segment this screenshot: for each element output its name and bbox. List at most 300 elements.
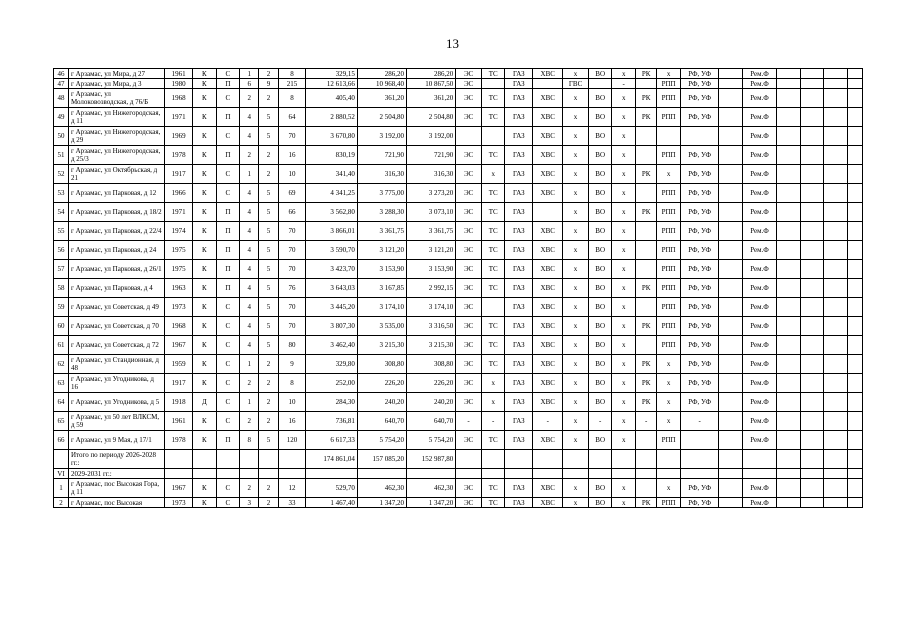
table-cell bbox=[680, 450, 719, 469]
table-cell: 3 273,20 bbox=[407, 184, 456, 203]
table-cell bbox=[800, 203, 824, 222]
table-cell: г Арзамас, ул Угодникова, д 16 bbox=[68, 374, 164, 393]
table-cell: х bbox=[657, 374, 681, 393]
table-cell bbox=[719, 203, 743, 222]
table-cell bbox=[505, 450, 533, 469]
table-cell bbox=[824, 317, 848, 336]
table-cell: х bbox=[612, 279, 636, 298]
table-cell: ТС bbox=[481, 89, 505, 108]
table-cell: 5 bbox=[259, 317, 278, 336]
table-cell: г Арзамас, ул Советская, д 49 bbox=[68, 298, 164, 317]
table-cell: 1 bbox=[240, 355, 259, 374]
table-cell: х bbox=[563, 69, 589, 79]
table-cell: 3 121,20 bbox=[357, 241, 406, 260]
table-cell: х bbox=[657, 393, 681, 412]
table-cell: х bbox=[481, 374, 505, 393]
table-cell: ГАЗ bbox=[505, 298, 533, 317]
table-cell: 8 bbox=[278, 89, 306, 108]
table-cell bbox=[635, 450, 656, 469]
table-cell bbox=[847, 184, 862, 203]
table-cell bbox=[800, 412, 824, 431]
table-cell: х bbox=[481, 393, 505, 412]
table-cell: 286,20 bbox=[407, 69, 456, 79]
table-cell: С bbox=[216, 89, 240, 108]
table-cell: ВО bbox=[588, 374, 612, 393]
table-cell: VI bbox=[54, 469, 69, 479]
table-cell: Рем.Ф bbox=[742, 108, 776, 127]
table-cell: Рем.Ф bbox=[742, 479, 776, 498]
table-cell: П bbox=[216, 279, 240, 298]
table-cell: ГАЗ bbox=[505, 498, 533, 508]
table-cell: РФ, УФ bbox=[680, 165, 719, 184]
table-cell: ГАЗ bbox=[505, 89, 533, 108]
table-cell: г Арзамас, ул Мира, д 27 bbox=[68, 69, 164, 79]
table-cell bbox=[742, 469, 776, 479]
table-cell bbox=[719, 498, 743, 508]
table-cell: 329,15 bbox=[306, 69, 357, 79]
table-row bbox=[54, 469, 863, 479]
table-cell: ТС bbox=[481, 279, 505, 298]
table-cell: Рем.Ф bbox=[742, 184, 776, 203]
table-cell bbox=[777, 431, 801, 450]
table-cell: ХВС bbox=[533, 222, 563, 241]
table-cell: 721,90 bbox=[407, 146, 456, 165]
table-cell: ГАЗ bbox=[505, 127, 533, 146]
table-cell: ЭС bbox=[456, 393, 482, 412]
table-cell bbox=[635, 431, 656, 450]
table-cell: Рем.Ф bbox=[742, 498, 776, 508]
table-cell: 3 866,01 bbox=[306, 222, 357, 241]
table-cell: 5 bbox=[259, 336, 278, 355]
table-cell: ТС bbox=[481, 222, 505, 241]
table-cell: П bbox=[216, 203, 240, 222]
table-cell: ХВС bbox=[533, 127, 563, 146]
table-cell bbox=[800, 479, 824, 498]
table-row bbox=[54, 393, 863, 412]
table-cell: К bbox=[193, 69, 217, 79]
table-cell bbox=[777, 184, 801, 203]
table-cell: С bbox=[216, 336, 240, 355]
table-cell bbox=[719, 469, 743, 479]
table-cell: х bbox=[612, 203, 636, 222]
table-cell: ГАЗ bbox=[505, 222, 533, 241]
table-row bbox=[54, 336, 863, 355]
table-cell: ЭС bbox=[456, 108, 482, 127]
table-cell: Рем.Ф bbox=[742, 69, 776, 79]
table-cell: 16 bbox=[278, 412, 306, 431]
table-cell: х bbox=[612, 108, 636, 127]
table-cell: 1 347,20 bbox=[357, 498, 406, 508]
table-cell bbox=[800, 165, 824, 184]
table-cell: ТС bbox=[481, 241, 505, 260]
table-cell bbox=[635, 479, 656, 498]
table-cell bbox=[719, 146, 743, 165]
table-cell bbox=[680, 469, 719, 479]
table-cell: ГАЗ bbox=[505, 355, 533, 374]
table-cell: ХВС bbox=[533, 279, 563, 298]
table-cell: 80 bbox=[278, 336, 306, 355]
table-cell bbox=[533, 469, 563, 479]
table-cell bbox=[306, 469, 357, 479]
table-cell: х bbox=[657, 412, 681, 431]
table-cell bbox=[193, 450, 217, 469]
table-cell bbox=[635, 184, 656, 203]
table-cell: 5 bbox=[259, 431, 278, 450]
table-cell bbox=[824, 89, 848, 108]
table-cell: 4 bbox=[240, 260, 259, 279]
table-cell: РПП bbox=[657, 203, 681, 222]
table-cell: ГАЗ bbox=[505, 317, 533, 336]
table-cell: ЭС bbox=[456, 203, 482, 222]
table-cell: 58 bbox=[54, 279, 69, 298]
table-cell: 405,40 bbox=[306, 89, 357, 108]
table-cell bbox=[800, 241, 824, 260]
table-cell: ЭС bbox=[456, 479, 482, 498]
table-cell: х bbox=[563, 393, 589, 412]
table-cell: г Арзамас, ул Молоковозводская, д 76/Б bbox=[68, 89, 164, 108]
table-cell bbox=[777, 165, 801, 184]
table-cell bbox=[800, 108, 824, 127]
table-cell: ТС bbox=[481, 184, 505, 203]
table-cell bbox=[800, 69, 824, 79]
table-cell bbox=[800, 184, 824, 203]
table-cell: 341,40 bbox=[306, 165, 357, 184]
table-cell bbox=[481, 469, 505, 479]
table-cell: х bbox=[563, 479, 589, 498]
table-cell: ЭС bbox=[456, 260, 482, 279]
table-cell: ВО bbox=[588, 146, 612, 165]
table-cell bbox=[719, 450, 743, 469]
table-cell bbox=[847, 393, 862, 412]
table-cell: РФ, УФ bbox=[680, 203, 719, 222]
table-cell: 4 bbox=[240, 298, 259, 317]
table-cell: К bbox=[193, 317, 217, 336]
table-cell bbox=[719, 260, 743, 279]
table-cell: 1967 bbox=[165, 479, 193, 498]
table-cell bbox=[240, 450, 259, 469]
table-row bbox=[54, 450, 863, 469]
table-cell: х bbox=[657, 165, 681, 184]
table-cell: 4 bbox=[240, 184, 259, 203]
table-cell: ЭС bbox=[456, 146, 482, 165]
table-cell: х bbox=[612, 479, 636, 498]
table-cell bbox=[481, 450, 505, 469]
table-cell: 1 bbox=[240, 69, 259, 79]
table-cell: ГАЗ bbox=[505, 431, 533, 450]
table-cell: х bbox=[563, 127, 589, 146]
table-cell bbox=[777, 479, 801, 498]
table-cell: 5 bbox=[259, 127, 278, 146]
table-cell: 2 bbox=[259, 393, 278, 412]
table-cell: РФ, УФ bbox=[680, 374, 719, 393]
table-cell: 4 bbox=[240, 108, 259, 127]
table-cell: 1963 bbox=[165, 279, 193, 298]
table-cell: 3 167,85 bbox=[357, 279, 406, 298]
table-cell: 462,30 bbox=[407, 479, 456, 498]
table-row bbox=[54, 108, 863, 127]
table-cell: П bbox=[216, 79, 240, 89]
table-row bbox=[54, 203, 863, 222]
table-cell: х bbox=[563, 203, 589, 222]
table-cell bbox=[847, 498, 862, 508]
table-cell: С bbox=[216, 184, 240, 203]
table-cell: 3 590,70 bbox=[306, 241, 357, 260]
table-cell: ВО bbox=[588, 393, 612, 412]
table-cell: П bbox=[216, 431, 240, 450]
table-cell: ТС bbox=[481, 69, 505, 79]
table-cell bbox=[800, 336, 824, 355]
table-cell bbox=[635, 146, 656, 165]
table-cell: 316,30 bbox=[357, 165, 406, 184]
table-cell: ГАЗ bbox=[505, 146, 533, 165]
table-cell bbox=[357, 469, 406, 479]
table-cell: 4 341,25 bbox=[306, 184, 357, 203]
table-row bbox=[54, 165, 863, 184]
table-cell: 2 bbox=[259, 374, 278, 393]
table-cell: - bbox=[481, 412, 505, 431]
table-cell bbox=[719, 412, 743, 431]
table-cell: РФ, УФ bbox=[680, 479, 719, 498]
table-cell: К bbox=[193, 222, 217, 241]
table-cell bbox=[847, 298, 862, 317]
table-cell bbox=[824, 374, 848, 393]
table-cell: г Арзамас, ул 9 Мая, д 17/1 bbox=[68, 431, 164, 450]
table-row bbox=[54, 431, 863, 450]
table-row bbox=[54, 127, 863, 146]
table-cell bbox=[824, 260, 848, 279]
table-cell: ТС bbox=[481, 146, 505, 165]
table-cell: ГАЗ bbox=[505, 184, 533, 203]
table-cell: 3 192,00 bbox=[357, 127, 406, 146]
table-cell: 70 bbox=[278, 298, 306, 317]
table-cell: 10 bbox=[278, 393, 306, 412]
table-cell: х bbox=[563, 165, 589, 184]
table-cell: ЭС bbox=[456, 374, 482, 393]
table-cell bbox=[719, 374, 743, 393]
table-cell: ВО bbox=[588, 355, 612, 374]
table-cell: 3 775,00 bbox=[357, 184, 406, 203]
table-cell: Рем.Ф bbox=[742, 336, 776, 355]
table-cell: ВО bbox=[588, 89, 612, 108]
table-cell: х bbox=[612, 412, 636, 431]
table-cell: 64 bbox=[54, 393, 69, 412]
table-cell bbox=[847, 279, 862, 298]
table-cell: К bbox=[193, 498, 217, 508]
table-cell: 12 613,66 bbox=[306, 79, 357, 89]
table-cell: 4 bbox=[240, 222, 259, 241]
table-cell: Итого по периоду 2026-2028 гг.: bbox=[68, 450, 164, 469]
table-cell: 721,90 bbox=[357, 146, 406, 165]
table-cell bbox=[680, 127, 719, 146]
table-cell: РПП bbox=[657, 241, 681, 260]
table-cell bbox=[777, 241, 801, 260]
table-cell: 3 bbox=[240, 498, 259, 508]
table-cell bbox=[635, 298, 656, 317]
table-cell: ХВС bbox=[533, 69, 563, 79]
table-cell bbox=[777, 298, 801, 317]
table-cell: 329,80 bbox=[306, 355, 357, 374]
table-cell: - bbox=[680, 412, 719, 431]
table-cell: 2 504,80 bbox=[357, 108, 406, 127]
table-cell: РК bbox=[635, 317, 656, 336]
housing-table bbox=[53, 68, 863, 508]
table-cell: г Арзамас, ул Мира, д 3 bbox=[68, 79, 164, 89]
table-cell: ВО bbox=[588, 184, 612, 203]
table-cell: 6 bbox=[240, 79, 259, 89]
table-cell: 1980 bbox=[165, 79, 193, 89]
table-cell: 1968 bbox=[165, 89, 193, 108]
table-cell: 5 bbox=[259, 203, 278, 222]
table-cell bbox=[824, 69, 848, 79]
table-cell: 64 bbox=[278, 108, 306, 127]
table-cell: 4 bbox=[240, 279, 259, 298]
table-cell: РК bbox=[635, 165, 656, 184]
table-cell: 3 215,30 bbox=[357, 336, 406, 355]
table-cell bbox=[719, 279, 743, 298]
table-cell: 2 bbox=[259, 412, 278, 431]
table-cell bbox=[719, 241, 743, 260]
table-cell: 3 670,80 bbox=[306, 127, 357, 146]
table-cell: г Арзамас, ул Угодникова, д 5 bbox=[68, 393, 164, 412]
table-cell: ЭС bbox=[456, 241, 482, 260]
table-cell: 8 bbox=[240, 431, 259, 450]
table-cell: х bbox=[563, 146, 589, 165]
table-cell bbox=[824, 450, 848, 469]
table-cell: 1961 bbox=[165, 412, 193, 431]
table-cell bbox=[407, 469, 456, 479]
table-cell: К bbox=[193, 374, 217, 393]
table-cell bbox=[719, 298, 743, 317]
table-cell bbox=[847, 241, 862, 260]
table-cell: 4 bbox=[240, 127, 259, 146]
table-cell: 76 bbox=[278, 279, 306, 298]
table-cell bbox=[800, 79, 824, 89]
table-cell: х bbox=[612, 146, 636, 165]
page-number: 13 bbox=[446, 36, 459, 51]
table-cell: 2 bbox=[240, 479, 259, 498]
table-cell bbox=[165, 450, 193, 469]
table-cell: ТС bbox=[481, 355, 505, 374]
table-cell: 1 467,40 bbox=[306, 498, 357, 508]
table-cell: 1973 bbox=[165, 498, 193, 508]
table-cell bbox=[824, 469, 848, 479]
table-cell: 1968 bbox=[165, 317, 193, 336]
table-cell bbox=[800, 374, 824, 393]
table-cell: х bbox=[657, 479, 681, 498]
table-cell: 3 445,20 bbox=[306, 298, 357, 317]
table-cell: РФ, УФ bbox=[680, 241, 719, 260]
table-cell: 3 535,00 bbox=[357, 317, 406, 336]
table-cell: РК bbox=[635, 393, 656, 412]
table-row bbox=[54, 279, 863, 298]
table-cell: 5 bbox=[259, 241, 278, 260]
table-cell bbox=[824, 79, 848, 89]
table-cell: 5 bbox=[259, 184, 278, 203]
table-cell: РФ, УФ bbox=[680, 336, 719, 355]
table-cell bbox=[481, 298, 505, 317]
table-cell: 12 bbox=[278, 479, 306, 498]
table-cell bbox=[635, 241, 656, 260]
table-cell: Д bbox=[193, 393, 217, 412]
table-cell: ЭС bbox=[456, 89, 482, 108]
table-cell: Рем.Ф bbox=[742, 146, 776, 165]
table-cell: ВО bbox=[588, 241, 612, 260]
table-row bbox=[54, 69, 863, 79]
table-cell bbox=[533, 450, 563, 469]
table-cell bbox=[777, 469, 801, 479]
table-cell: ВО bbox=[588, 279, 612, 298]
table-cell: 316,30 bbox=[407, 165, 456, 184]
table-row bbox=[54, 317, 863, 336]
table-cell: 2 bbox=[259, 146, 278, 165]
table-cell: г Арзамас, ул Советская, д 72 bbox=[68, 336, 164, 355]
table-cell: К bbox=[193, 79, 217, 89]
table-cell: Рем.Ф bbox=[742, 260, 776, 279]
table-cell bbox=[777, 498, 801, 508]
table-cell: 5 754,20 bbox=[357, 431, 406, 450]
table-cell: С bbox=[216, 69, 240, 79]
table-cell: ВО bbox=[588, 108, 612, 127]
table-cell: х bbox=[612, 355, 636, 374]
table-cell: К bbox=[193, 479, 217, 498]
table-cell: ВО bbox=[588, 336, 612, 355]
table-cell bbox=[777, 146, 801, 165]
table-cell bbox=[847, 412, 862, 431]
table-cell: 1974 bbox=[165, 222, 193, 241]
table-cell: ХВС bbox=[533, 89, 563, 108]
table-cell: П bbox=[216, 260, 240, 279]
table-cell bbox=[216, 469, 240, 479]
table-cell: ТС bbox=[481, 317, 505, 336]
table-cell bbox=[777, 260, 801, 279]
table-cell: ЭС bbox=[456, 222, 482, 241]
table-cell bbox=[777, 355, 801, 374]
table-cell bbox=[719, 108, 743, 127]
table-cell: 55 bbox=[54, 222, 69, 241]
table-cell: 640,70 bbox=[407, 412, 456, 431]
table-cell: г Арзамас, пос Высокая bbox=[68, 498, 164, 508]
table-cell: С bbox=[216, 165, 240, 184]
table-cell: ЭС bbox=[456, 184, 482, 203]
table-cell: 462,30 bbox=[357, 479, 406, 498]
table-cell: х bbox=[612, 165, 636, 184]
table-cell bbox=[800, 146, 824, 165]
table-cell: РПП bbox=[657, 279, 681, 298]
table-cell: ГАЗ bbox=[505, 479, 533, 498]
table-row bbox=[54, 146, 863, 165]
table-cell: К bbox=[193, 431, 217, 450]
table-cell: ВО bbox=[588, 431, 612, 450]
table-cell bbox=[719, 89, 743, 108]
table-cell: ВО bbox=[588, 498, 612, 508]
table-cell: 1971 bbox=[165, 203, 193, 222]
table-cell: 5 bbox=[259, 108, 278, 127]
table-cell: 33 bbox=[278, 498, 306, 508]
table-cell: 5 bbox=[259, 298, 278, 317]
table-cell: С bbox=[216, 374, 240, 393]
table-cell: Рем.Ф bbox=[742, 279, 776, 298]
table-cell: 120 bbox=[278, 431, 306, 450]
table-cell: 51 bbox=[54, 146, 69, 165]
table-cell: ГАЗ bbox=[505, 203, 533, 222]
table-cell: х bbox=[563, 89, 589, 108]
table-cell: К bbox=[193, 336, 217, 355]
table-cell bbox=[800, 355, 824, 374]
table-cell: 5 bbox=[259, 222, 278, 241]
table-cell: Рем.Ф bbox=[742, 317, 776, 336]
table-cell: РФ, УФ bbox=[680, 79, 719, 89]
table-cell: 2 bbox=[259, 69, 278, 79]
